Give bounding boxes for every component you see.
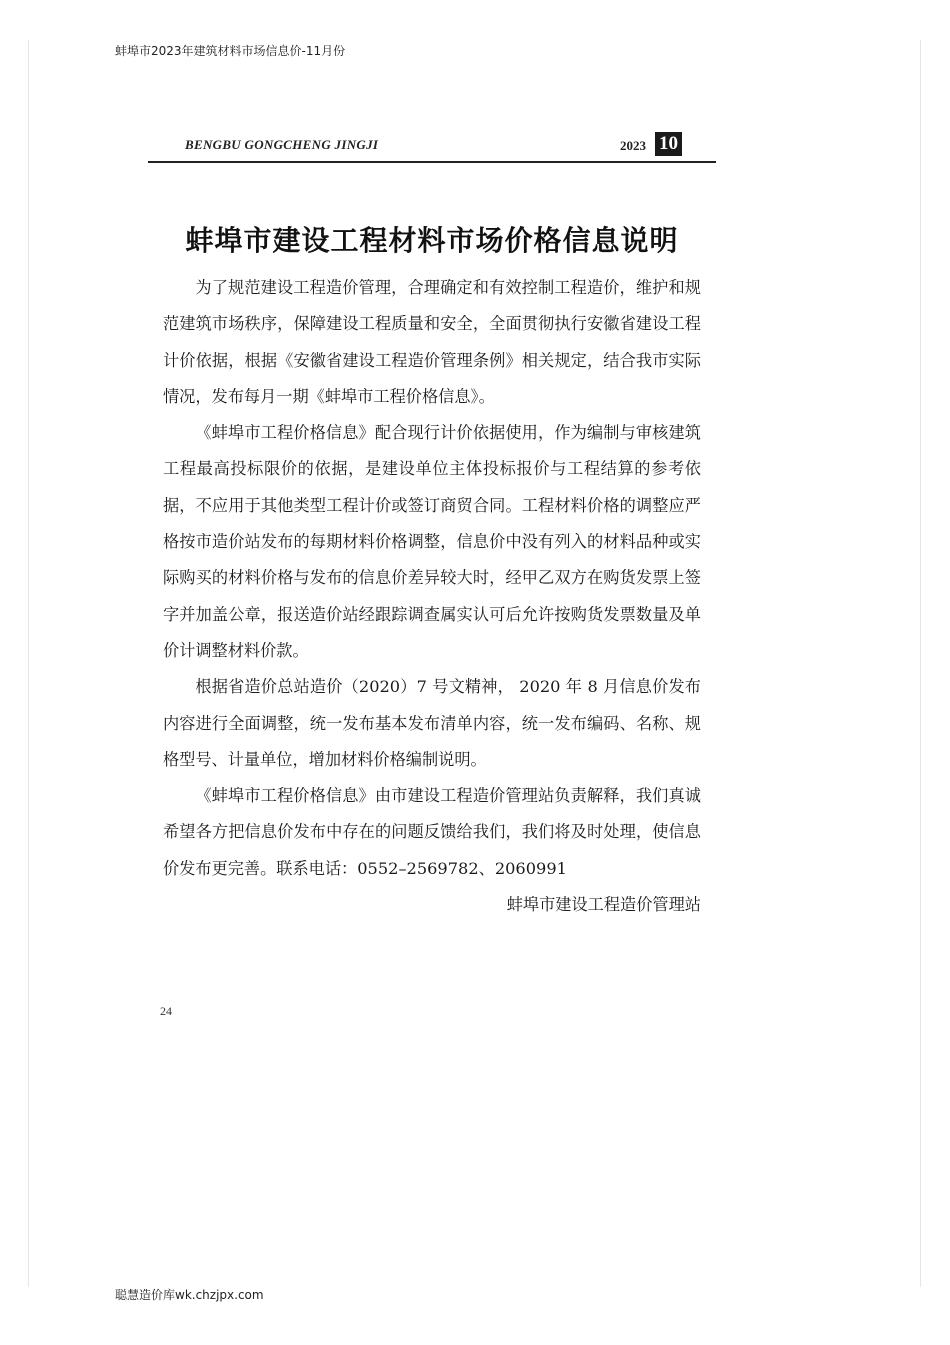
journal-name: BENGBU GONGCHENG JINGJI bbox=[185, 137, 379, 152]
paragraph-1: 为了规范建设工程造价管理，合理确定和有效控制工程造价，维护和规范建筑市场秩序，保障建设工程质量和安全，全面贯彻执行安徽省建设工程计价依据，根据《安徽省建设工程造价管理条例》相关规定，结合我市实际情况，发布每月一期《蚌埠市工程价格信息》。 bbox=[163, 278, 701, 406]
signature: 蚌埠市建设工程造价管理站 bbox=[506, 895, 701, 915]
top-caption: 蚌埠市2023年建筑材料市场信息价-11月份 bbox=[115, 44, 346, 58]
document-body bbox=[163, 270, 701, 923]
issue-number-badge: 10 bbox=[655, 132, 682, 156]
issue-year: 2023 bbox=[620, 138, 646, 153]
paragraph-4: 《蚌埠市工程价格信息》由市建设工程造价管理站负责解释，我们真诚希望各方把信息价发布中存在的问题反馈给我们，我们将及时处理，使信息价发布更完善。联系电话：0552–2569782、2060991 bbox=[163, 786, 701, 878]
paragraph-2: 《蚌埠市工程价格信息》配合现行计价依据使用，作为编制与审核建筑工程最高投标限价的依据，是建设单位主体投标报价与工程结算的参考依据，不应用于其他类型工程计价或签订商贸合同。工程材料价格的调整应严格按市造价站发布的每期材料价格调整，信息价中没有列入的材料品种或实际购买的材料价格与发布的信息价差异较大时，经甲乙双方在购货发票上签字并加盖公章，报送造价站经跟踪调查属实认可后允许按购货发票数量及单价计调整材料价款。 bbox=[163, 423, 701, 660]
right-page-edge bbox=[920, 40, 921, 1287]
page-number: 24 bbox=[160, 1004, 172, 1018]
document-title: 蚌埠市建设工程材料市场价格信息说明 bbox=[185, 223, 679, 257]
journal-masthead bbox=[148, 130, 716, 163]
paragraph-3: 根据省造价总站造价（2020）7 号文精神， 2020 年 8 月信息价发布内容进行全面调整，统一发布基本发布清单内容，统一发布编码、名称、规格型号、计量单位，增加材料价格编制说明。 bbox=[163, 677, 701, 769]
bottom-caption: 聪慧造价库wk.chzjpx.com bbox=[115, 1288, 264, 1302]
left-page-edge bbox=[28, 40, 29, 1287]
